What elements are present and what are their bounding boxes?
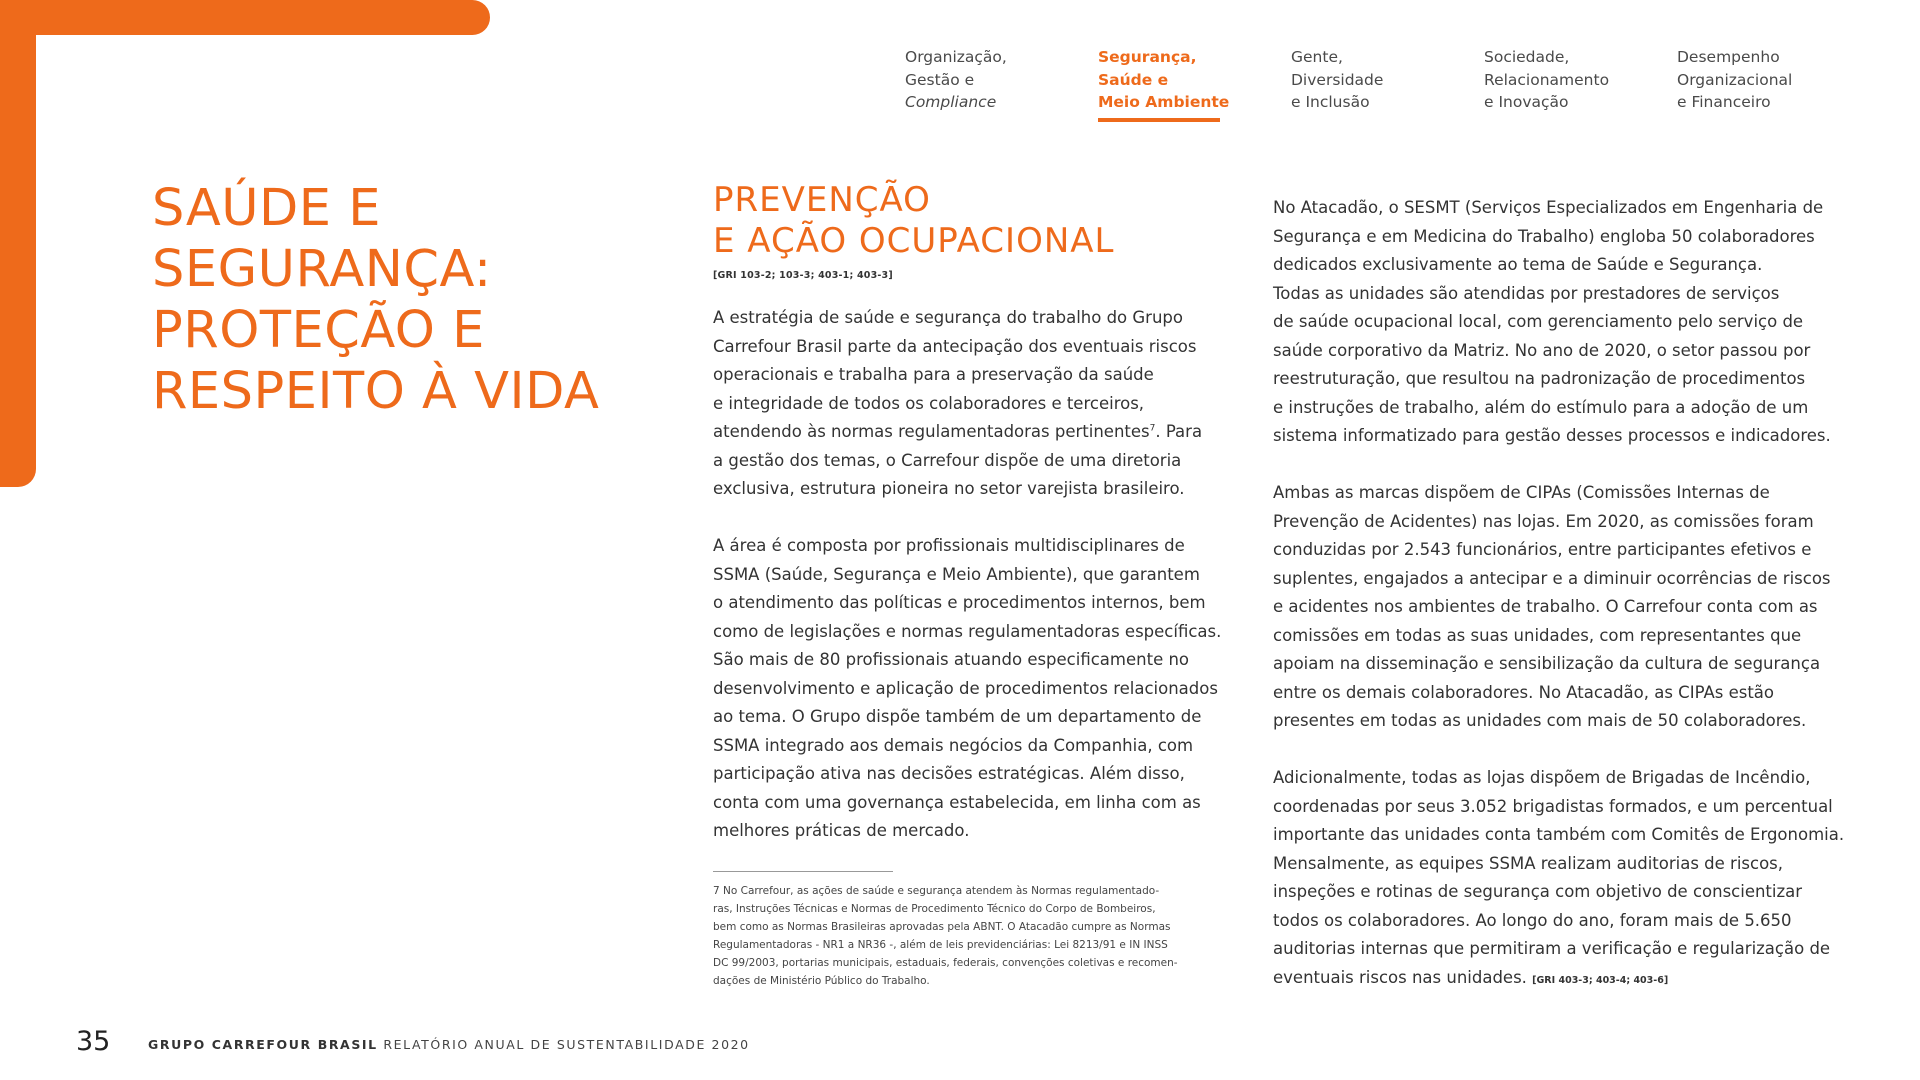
chapter-nav: [905, 46, 1870, 122]
nav-item-desempenho[interactable]: Desempenho Organizacional e Financeiro: [1677, 48, 1793, 111]
footnote-ref[interactable]: 7: [1149, 423, 1156, 434]
paragraph-sesmt: No Atacadão, o SESMT (Serviços Especializados em Engenharia de Segurança e em Medicina do Trabalho) engloba 50 colaboradores dedicados exclusivamente ao tema de Saúde e Segurança. Todas as unidades são atendidas por prestadores de serviços de saúde ocupacional local, com gerenciamento pelo serviço de saúde corporativo da Matriz. No ano de 2020, o setor passou por reestruturação, que resultou na padronização de procedimentos e instruções de trabalho, além do estímulo para a adoção de um sistema informatizado para gestão desses processos e indicadores.: [1273, 198, 1831, 445]
page-number: 35: [76, 1026, 111, 1057]
nav-item-gente[interactable]: Gente, Diversidade e Inclusão: [1291, 48, 1384, 111]
active-tab-underline: [1098, 118, 1220, 122]
gri-reference: [GRI 103-2; 103-3; 403-1; 403-3]: [713, 270, 893, 281]
middle-column: [713, 180, 1235, 990]
orange-frame-left: [0, 0, 36, 487]
page-title: SAÚDE E SEGURANÇA: PROTEÇÃO E RESPEITO À VIDA: [152, 179, 600, 421]
section-title: PREVENÇÃO E AÇÃO OCUPACIONAL: [713, 180, 1115, 261]
footer-report: RELATÓRIO ANUAL DE SUSTENTABILIDADE 2020: [383, 1037, 750, 1052]
nav-item-seguranca[interactable]: Segurança, Saúde e Meio Ambiente: [1098, 46, 1291, 122]
footer-brand: GRUPO CARREFOUR BRASIL: [148, 1037, 378, 1052]
gri-reference-inline: [GRI 403-3; 403-4; 403-6]: [1532, 974, 1669, 986]
nav-item-organizacao[interactable]: Organização, Gestão e Compliance: [905, 48, 1007, 111]
footnote-divider: [713, 871, 893, 872]
paragraph-brigadas: Adicionalmente, todas as lojas dispõem de Brigadas de Incêndio, coordenadas por seus 3.052 brigadistas formados, e um percentual importante das unidades conta também com Comitês de Ergonomia. Mensalmente, as equipes SSMA realizam auditorias de riscos, inspeções e rotinas de segurança com objetivo de conscientizar todos os colaboradores. Ao longo do ano, foram mais de 5.650 auditorias internas que permitiram a verificação e regularização de eventuais riscos nas unidades. [GRI 403-3; 403-4; 403-6]: [1273, 768, 1845, 987]
footnote: 7 No Carrefour, as ações de saúde e segurança atendem às Normas regulamentado- ras, Instruções Técnicas e Normas de Procedimento Técnico do Corpo de Bombeiros, bem como as Normas Brasileiras aprovadas pela ABNT. O Atacadão cumpre as Normas Regulamentadoras - NR1 a NR36 -, além de leis previdenciárias: Lei 8213/91 e IN INSS DC 99/2003, portarias municipais, estaduais, federais, convenções coletivas e recomen- dações de Ministério Público do Trabalho.: [713, 884, 1178, 987]
nav-item-sociedade[interactable]: Sociedade, Relacionamento e Inovação: [1484, 48, 1610, 111]
paragraph-area-ssma: A área é composta por profissionais multidisciplinares de SSMA (Saúde, Segurança e Meio Ambiente), que garantem o atendimento das políticas e procedimentos internos, bem como de legislações e normas regulamentadoras específicas. São mais de 80 profissionais atuando especificamente no desenvolvimento e aplicação de procedimentos relacionados ao tema. O Grupo dispõe também de um departamento de SSMA integrado aos demais negócios da Companhia, com participação ativa nas decisões estratégicas. Além disso, conta com uma governança estabelecida, em linha com as melhores práticas de mercado.: [713, 536, 1222, 840]
orange-frame-top: [0, 0, 490, 35]
paragraph-cipas: Ambas as marcas dispõem de CIPAs (Comissões Internas de Prevenção de Acidentes) nas lojas. Em 2020, as comissões foram conduzidas por 2.543 funcionários, entre participantes efetivos e suplentes, engajados a antecipar e a diminuir ocorrências de riscos e acidentes nos ambientes de trabalho. O Carrefour conta com as comissões em todas as suas unidades, com representantes que apoiam na disseminação e sensibilização da cultura de segurança entre os demais colaboradores. No Atacadão, as CIPAs estão presentes em todas as unidades com mais de 50 colaboradores.: [1273, 483, 1831, 730]
footer-running-title: [148, 1037, 750, 1052]
right-column: [1273, 194, 1863, 995]
paragraph-estrategia: A estratégia de saúde e segurança do trabalho do Grupo Carrefour Brasil parte da antecipação dos eventuais riscos operacionais e trabalha para a preservação da saúde e integridade de todos os colaboradores e terceiros, atendendo às normas regulamentadoras pertinentes$^7$. Para a gestão dos temas, o Carrefour dispõe de uma diretoria exclusiva, estrutura pioneira no setor varejista brasileiro.: [713, 308, 1203, 498]
